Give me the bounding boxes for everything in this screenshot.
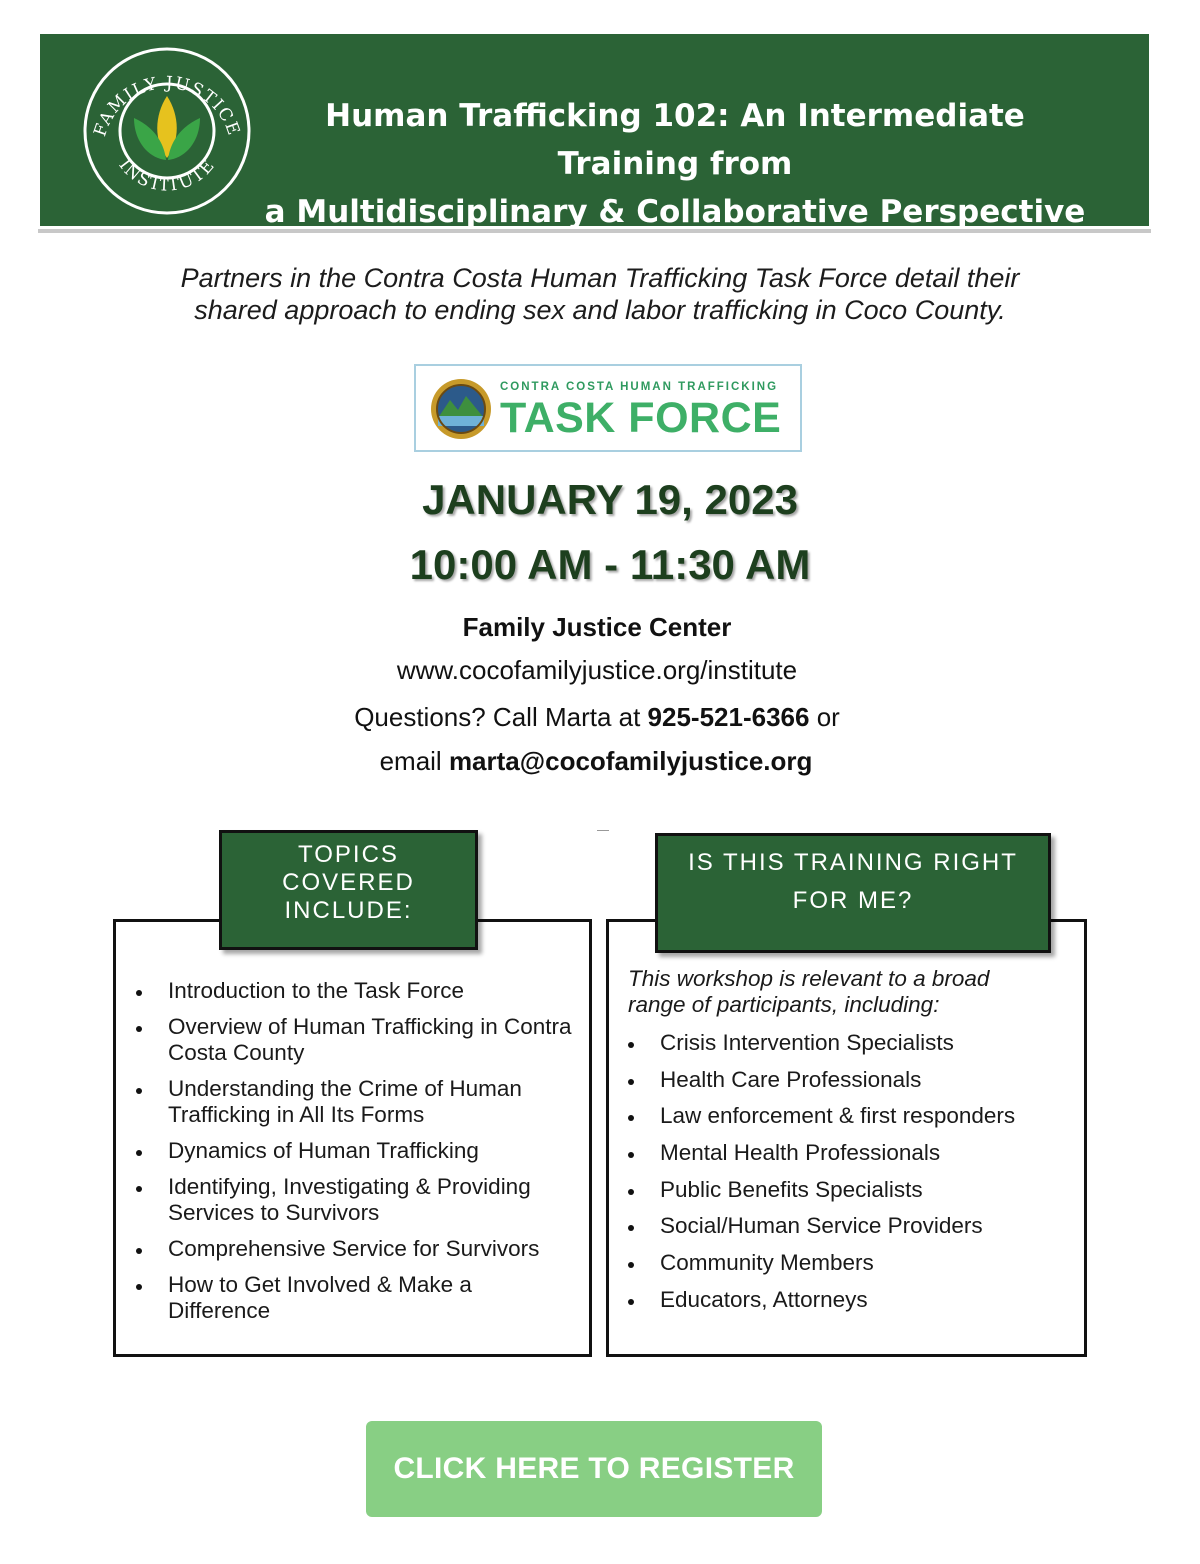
subtitle-line-2: shared approach to ending sex and labor trafficking in Coco County. xyxy=(194,295,1006,325)
list-item: Law enforcement & first responders xyxy=(628,1103,1078,1129)
svg-text:INSTITUTE: INSTITUTE xyxy=(114,155,220,196)
subtitle-line-1: Partners in the Contra Costa Human Trafficking Task Force detail their xyxy=(180,263,1020,293)
audience-header xyxy=(655,833,1051,953)
county-seal-icon xyxy=(430,378,492,440)
list-item: Health Care Professionals xyxy=(628,1067,1078,1093)
topics-header-line: COVERED xyxy=(282,869,415,896)
list-item: Community Members xyxy=(628,1250,1078,1276)
audience-header-line: FOR ME? xyxy=(792,887,914,914)
page-title xyxy=(262,92,1088,236)
event-website-link[interactable]: www.cocofamilyjustice.org/institute xyxy=(396,655,798,685)
divider xyxy=(597,830,609,831)
email-line xyxy=(0,746,1196,777)
list-item: Identifying, Investigating & Providing Services to Survivors xyxy=(136,1174,576,1226)
title-line-2: a Multidisciplinary & Collaborative Perspective xyxy=(264,194,1086,230)
phone-number[interactable]: 925-521-6366 xyxy=(647,702,810,732)
list-item: Introduction to the Task Force xyxy=(136,978,576,1004)
topics-list xyxy=(136,978,576,1334)
register-button[interactable]: CLICK HERE TO REGISTER xyxy=(366,1421,822,1517)
event-date: JANUARY 19, 2023 xyxy=(422,476,798,523)
topics-header-line: TOPICS xyxy=(298,841,399,868)
family-justice-institute-logo xyxy=(82,46,252,216)
audience-intro-line: This workshop is relevant to a broad xyxy=(628,966,990,991)
email-prefix: email xyxy=(379,746,449,776)
title-line-1: Human Trafficking 102: An Intermediate Training from xyxy=(325,98,1025,182)
subtitle xyxy=(100,262,1100,326)
list-item: Crisis Intervention Specialists xyxy=(628,1030,1078,1056)
topics-header-line: INCLUDE: xyxy=(284,897,413,924)
questions-prefix: Questions? Call Marta at xyxy=(354,702,648,732)
list-item: Dynamics of Human Trafficking xyxy=(136,1138,576,1164)
list-item: Comprehensive Service for Survivors xyxy=(136,1236,576,1262)
list-item: Educators, Attorneys xyxy=(628,1287,1078,1313)
list-item: Mental Health Professionals xyxy=(628,1140,1078,1166)
questions-suffix: or xyxy=(809,702,840,732)
task-force-big-text: TASK FORCE xyxy=(500,394,782,442)
audience-intro-line: range of participants, including: xyxy=(628,992,940,1017)
audience-list xyxy=(628,1030,1078,1324)
audience-header-line: IS THIS TRAINING RIGHT xyxy=(688,849,1018,876)
list-item: Social/Human Service Providers xyxy=(628,1213,1078,1239)
audience-intro xyxy=(628,966,1078,1018)
questions-line xyxy=(0,702,1197,733)
list-item: Public Benefits Specialists xyxy=(628,1177,1078,1203)
event-location: Family Justice Center xyxy=(462,612,732,642)
topics-header xyxy=(219,830,478,950)
list-item: How to Get Involved & Make a Difference xyxy=(136,1272,576,1324)
email-link[interactable]: marta@cocofamilyjustice.org xyxy=(448,746,813,776)
list-item: Understanding the Crime of Human Trafficking in All Its Forms xyxy=(136,1076,576,1128)
task-force-small-text: CONTRA COSTA HUMAN TRAFFICKING xyxy=(500,381,779,393)
event-time: 10:00 AM - 11:30 AM xyxy=(409,541,811,588)
task-force-logo xyxy=(414,364,802,452)
svg-text:FAMILY JUSTICE: FAMILY JUSTICE xyxy=(90,73,244,139)
list-item: Overview of Human Trafficking in Contra Costa County xyxy=(136,1014,576,1066)
